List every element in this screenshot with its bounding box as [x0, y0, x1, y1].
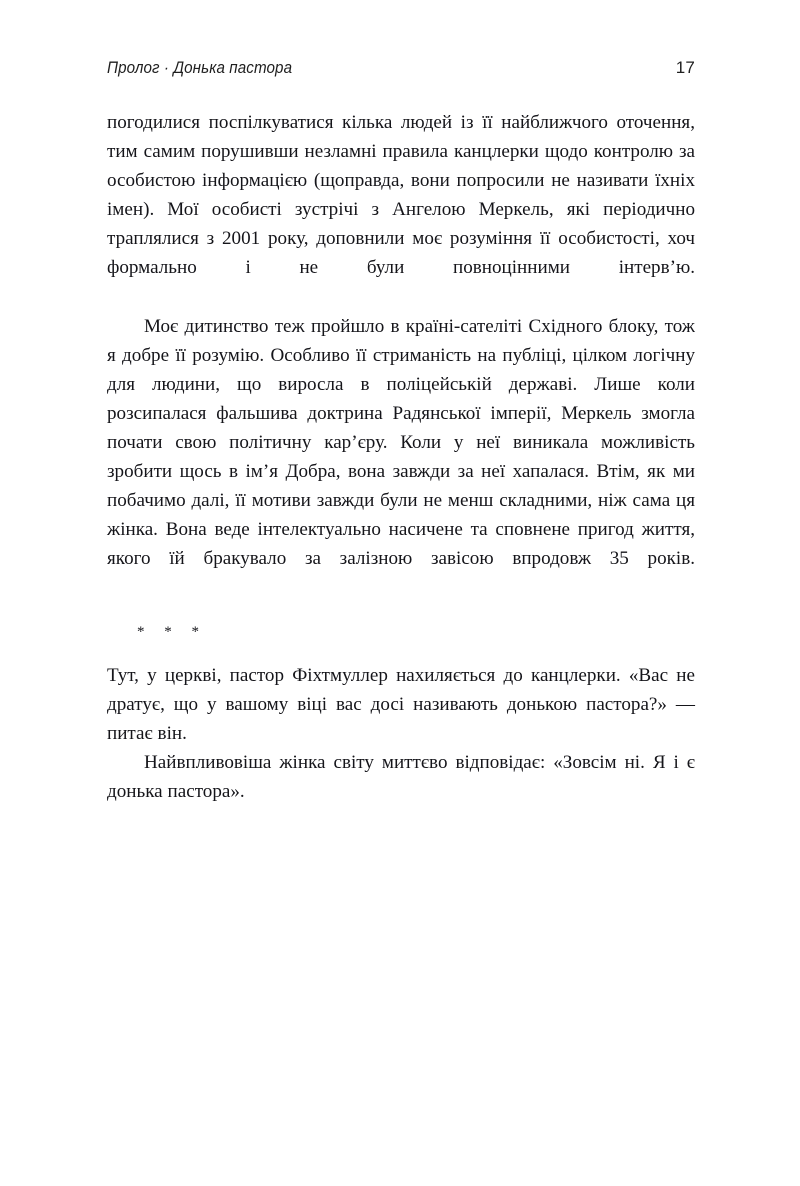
section-divider: [107, 603, 695, 661]
paragraph: погодилися поспілкуватися кілька людей із її найближчого оточення, тим самим порушивши незламні правила канцлерки щодо контролю за особистою інформацією (щоправда, вони попросили не називати їхніх імен). Мої особисті зустрічі з Ангелою Меркель, які періодично траплялися з 2001 року, доповнили моє розуміння її особистості, хоч формально і не були повноцінними інтерв’ю.: [107, 112, 695, 279]
paragraph: Тут, у церкві, пастор Фіхтмуллер нахиляється до канцлерки. «Вас не дратує, що у вашому віці вас досі називають донькою пастора?» — питає він.: [107, 664, 695, 744]
asterism-marks: * * *: [137, 623, 207, 640]
running-head-title: Пролог · Донька пастора: [107, 59, 293, 77]
paragraph: Найвпливовіша жінка світу миттєво відповідає: «Зовсім ні. Я і є донька пастора».: [107, 751, 695, 802]
running-head: [107, 58, 695, 84]
page-number: 17: [675, 58, 695, 77]
paragraph: Моє дитинство теж пройшло в країні-сателіті Східного блоку, тож я добре її розумію. Особливо її стриманість на публіці, цілком логічну для людини, що виросла в поліцейській державі. Лише коли розсипалася фальшива доктрина Радянської імперії, Меркель змогла почати свою політичну кар’єру. Коли у неї виникала можливість зробити щось в ім’я Добра, вона завжди за неї хапалася. Втім, як ми побачимо далі, її мотиви завжди були не менш складними, ніж сама ця жінка. Вона веде інтелектуально насичене та сповнене пригод життя, якого їй бракувало за залізною завісою впродовж 35 років.: [107, 315, 695, 570]
body-text-block: [107, 108, 695, 806]
